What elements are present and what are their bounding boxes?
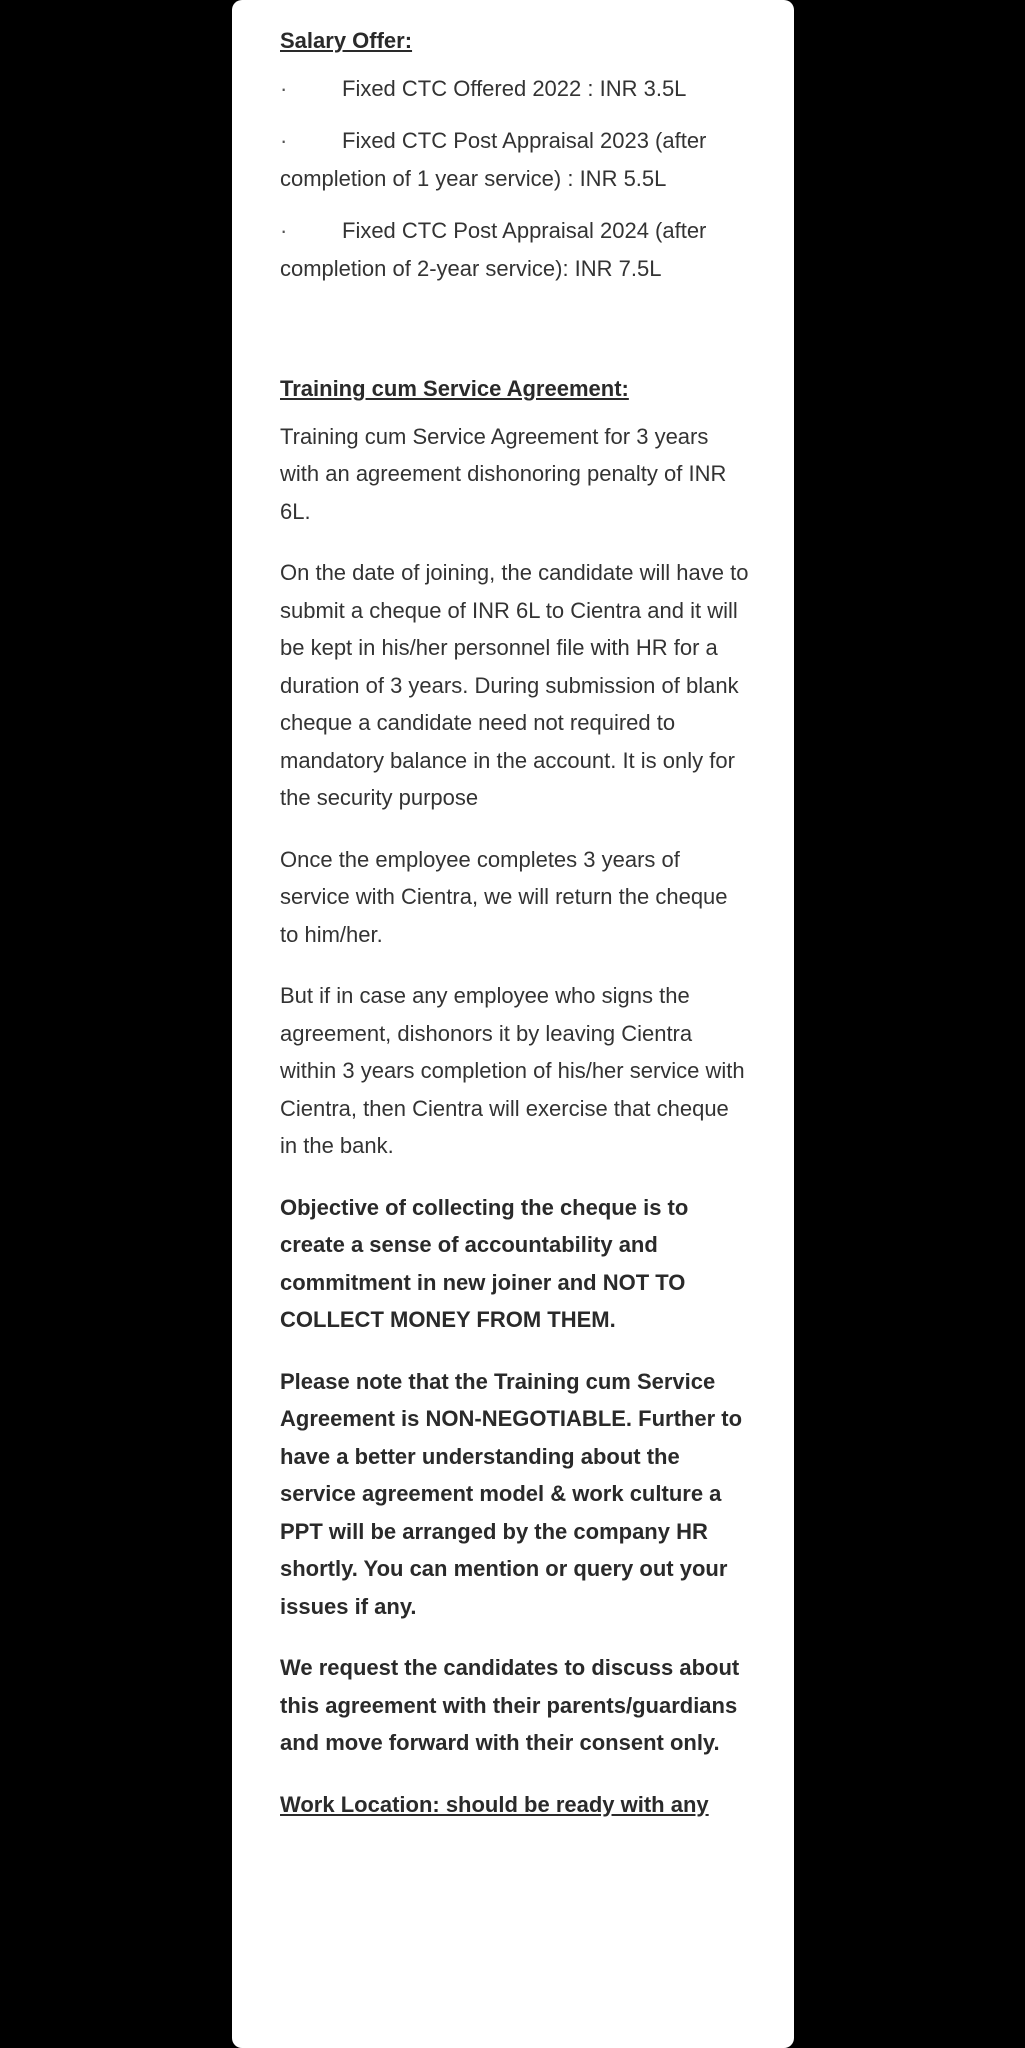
objective-paragraph: Objective of collecting the cheque is to create a sense of accountability and commitment in new joiner and NOT TO COLLECT MONEY FROM THEM. [280,1194,689,1332]
salary-item-2023 [280,122,750,197]
bullet-dot-icon: · [280,75,288,101]
work-location-heading: Work Location: should be ready with any [280,1791,709,1817]
section-gap [280,302,794,370]
bullet-dot-icon: · [280,218,288,243]
training-agreement-heading: Training cum Service Agreement: [280,376,629,401]
cheque-return-paragraph: Once the employee completes 3 years of service with Cientra, we will return the cheque to him/her. [280,846,728,947]
cheque-submission-paragraph: On the date of joining, the candidate will have to submit a cheque of INR 6L to Cientra and it will be kept in his/her personnel file with HR for a duration of 3 years. During submission of blank cheque a candidate need not required to mandatory balance in the account. It is only for the security purpose [280,560,749,810]
dishonor-paragraph: But if in case any employee who signs the agreement, dishonors it by leaving Cientra within 3 years completion of his/her service with Cientra, then Cientra will exercise that cheque in the bank. [280,983,745,1158]
non-negotiable-paragraph: Please note that the Training cum Service Agreement is NON-NEGOTIABLE. Further to have a better understanding about the service agreement model & work culture a PPT will be arranged by the company HR shortly. You can mention or query out your issues if any. [280,1368,743,1619]
agreement-summary-paragraph: Training cum Service Agreement for 3 years with an agreement dishonoring penalty of INR 6L. [280,423,727,524]
bullet-dot-icon: · [280,128,288,153]
salary-item-text: Fixed CTC Post Appraisal 2024 (after completion of 2-year service): INR 7.5L [280,218,707,281]
consent-paragraph: We request the candidates to discuss about this agreement with their parents/guardians and move forward with their consent only. [280,1655,740,1755]
salary-item-2024 [280,212,750,287]
salary-offer-heading: Salary Offer: [280,28,413,53]
salary-item-text: Fixed CTC Offered 2022 : INR 3.5L [342,75,687,101]
salary-item-2022 [280,70,750,108]
salary-item-text: Fixed CTC Post Appraisal 2023 (after completion of 1 year service) : INR 5.5L [280,128,707,191]
document-page [232,0,794,2048]
